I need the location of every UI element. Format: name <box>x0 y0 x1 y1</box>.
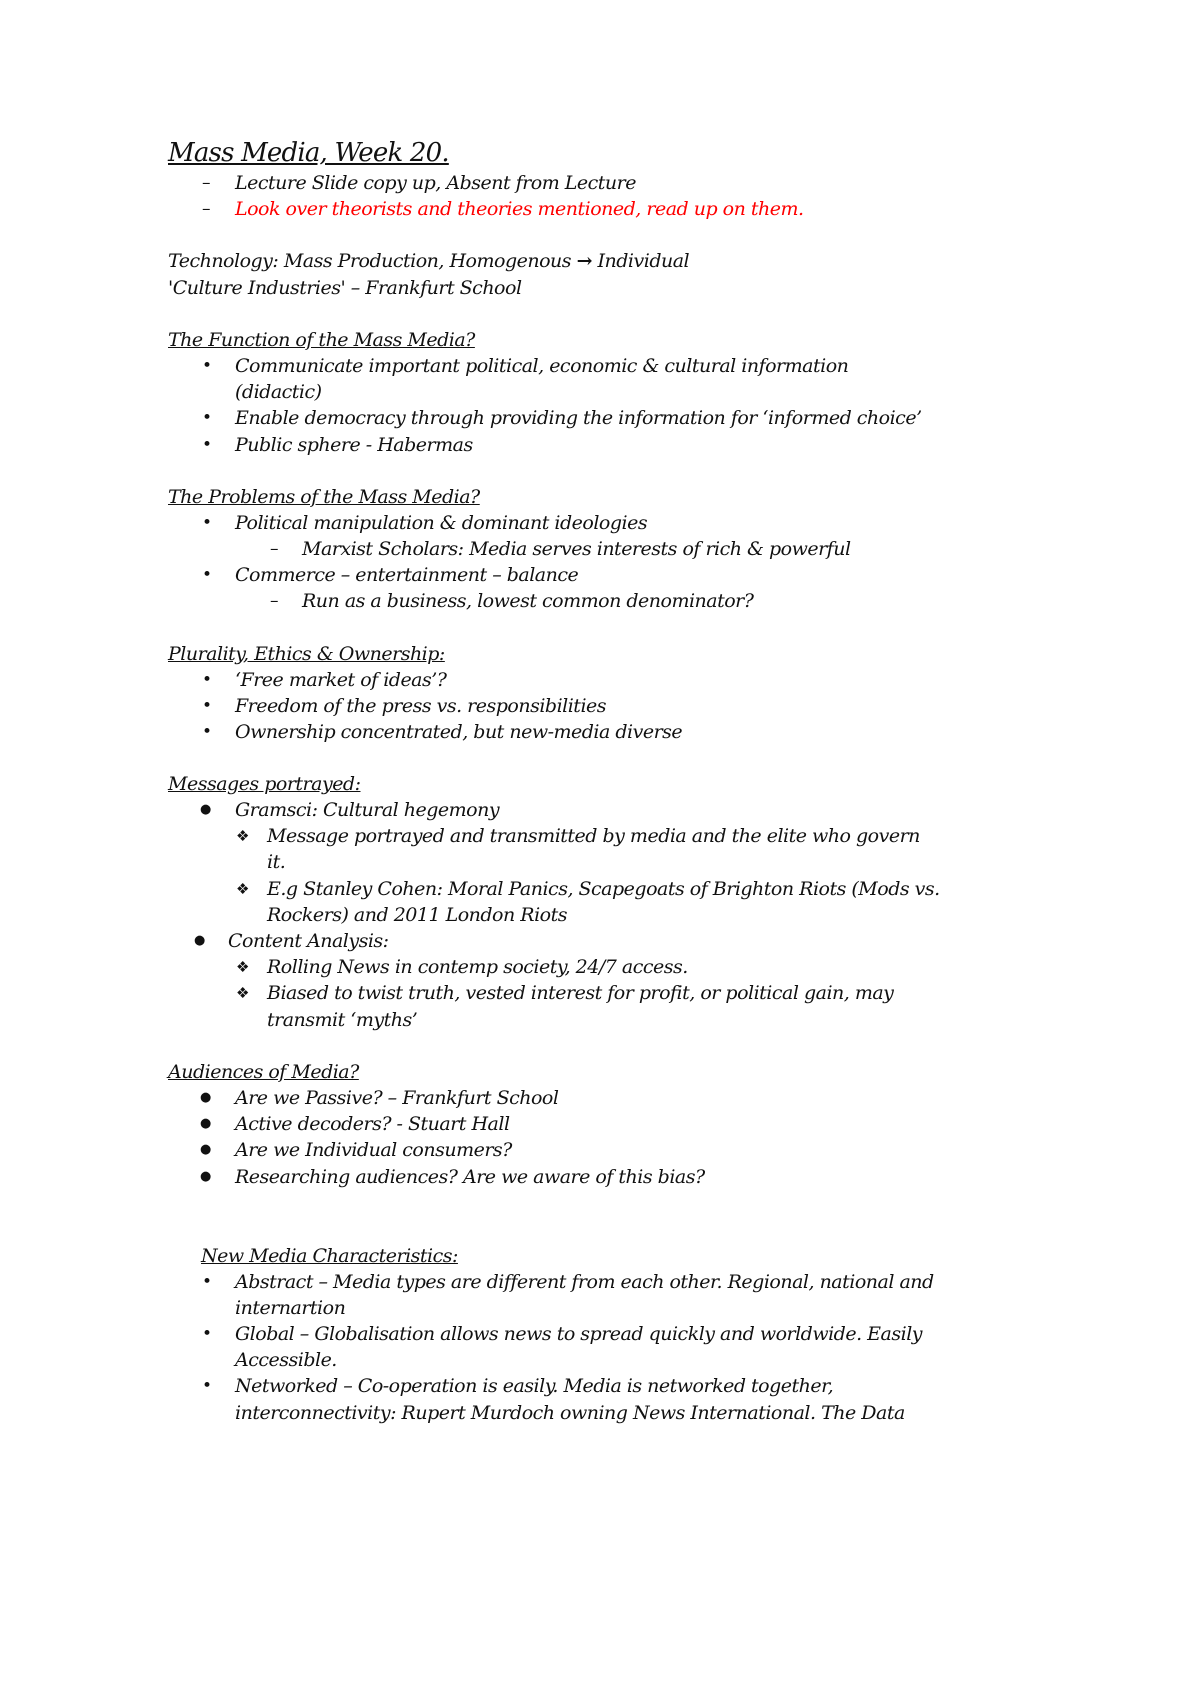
disc-bullet-icon: ● <box>200 802 212 817</box>
list-item: Gramsci: Cultural hegemony <box>235 799 500 821</box>
disc-bullet-icon: ● <box>200 1142 212 1157</box>
list-item: Networked – Co-operation is easily. Media is networked together, <box>235 1375 834 1397</box>
disc-bullet-icon: ● <box>200 1169 212 1184</box>
bullet-icon: • <box>202 435 213 455</box>
list-item: Ownership concentrated, but new-media diverse <box>235 721 683 743</box>
list-item: it. <box>267 851 286 873</box>
list-item: Message portrayed and transmitted by media and the elite who govern <box>267 825 920 847</box>
intro-line: Lecture Slide copy up, Absent from Lecture <box>235 172 636 194</box>
bullet-icon: • <box>202 356 213 376</box>
disc-bullet-icon: ● <box>194 933 206 948</box>
section-heading: Messages portrayed: <box>168 773 361 795</box>
list-item: Communicate important political, economic & cultural information <box>235 355 849 377</box>
technology-text: Individual <box>591 250 690 272</box>
list-item: Content Analysis: <box>228 930 389 952</box>
list-item: Are we Passive? – Frankfurt School <box>235 1087 559 1109</box>
list-item: transmit ‘myths’ <box>267 1009 418 1031</box>
list-item: Enable democracy through providing the information for ‘informed choice’ <box>235 407 922 429</box>
section-heading: The Problems of the Mass Media? <box>168 486 480 508</box>
dash-marker: – <box>202 199 211 219</box>
list-item: Abstract – Media types are different from each other. Regional, national and <box>235 1271 934 1293</box>
dash-marker: – <box>270 539 279 559</box>
bullet-icon: • <box>202 1272 213 1292</box>
list-item: Global – Globalisation allows news to spread quickly and worldwide. Easily <box>235 1323 923 1345</box>
diamond-bullet-icon: ❖ <box>236 984 250 1002</box>
technology-text: Technology: Mass Production, Homogenous <box>168 250 577 272</box>
intro-line-highlight: Look over theorists and theories mentioned, read up on them. <box>235 198 804 220</box>
list-item: Commerce – entertainment – balance <box>235 564 579 586</box>
list-item: Run as a business, lowest common denominator? <box>302 590 754 612</box>
bullet-icon: • <box>202 408 213 428</box>
list-item: Freedom of the press vs. responsibilities <box>235 695 607 717</box>
list-item: internartion <box>235 1297 346 1319</box>
culture-industries-line: 'Culture Industries' – Frankfurt School <box>168 277 522 299</box>
dash-marker: – <box>270 591 279 611</box>
arrow-right-icon: → <box>576 250 592 272</box>
list-item: Biased to twist truth, vested interest for profit, or political gain, may <box>267 982 894 1004</box>
list-item: Are we Individual consumers? <box>235 1139 512 1161</box>
bullet-icon: • <box>202 696 213 716</box>
list-item: Active decoders? - Stuart Hall <box>235 1113 510 1135</box>
list-item: (didactic) <box>235 381 322 403</box>
section-heading: Plurality, Ethics & Ownership: <box>168 643 445 665</box>
dash-marker: – <box>202 173 211 193</box>
list-item: E.g Stanley Cohen: Moral Panics, Scapegoats of Brighton Riots (Mods vs. <box>267 878 940 900</box>
section-heading: New Media Characteristics: <box>201 1245 458 1267</box>
list-item: Accessible. <box>235 1349 337 1371</box>
disc-bullet-icon: ● <box>200 1090 212 1105</box>
diamond-bullet-icon: ❖ <box>236 880 250 898</box>
list-item: Rolling News in contemp society, 24/7 access. <box>267 956 688 978</box>
bullet-icon: • <box>202 670 213 690</box>
bullet-icon: • <box>202 1324 213 1344</box>
bullet-icon: • <box>202 513 213 533</box>
list-item: Marxist Scholars: Media serves interests of rich & powerful <box>302 538 851 560</box>
diamond-bullet-icon: ❖ <box>236 827 250 845</box>
list-item: interconnectivity: Rupert Murdoch owning News International. The Data <box>235 1402 905 1424</box>
list-item: Researching audiences? Are we aware of this bias? <box>235 1166 705 1188</box>
bullet-icon: • <box>202 722 213 742</box>
list-item: ‘Free market of ideas’? <box>235 669 447 691</box>
list-item: Rockers) and 2011 London Riots <box>267 904 567 926</box>
technology-line <box>168 248 689 274</box>
diamond-bullet-icon: ❖ <box>236 958 250 976</box>
list-item: Political manipulation & dominant ideologies <box>235 512 648 534</box>
bullet-icon: • <box>202 1376 213 1396</box>
list-item: Public sphere - Habermas <box>235 434 473 456</box>
section-heading: The Function of the Mass Media? <box>168 329 475 351</box>
bullet-icon: • <box>202 565 213 585</box>
page-title: Mass Media, Week 20. <box>168 138 449 168</box>
disc-bullet-icon: ● <box>200 1116 212 1131</box>
section-heading: Audiences of Media? <box>168 1061 359 1083</box>
